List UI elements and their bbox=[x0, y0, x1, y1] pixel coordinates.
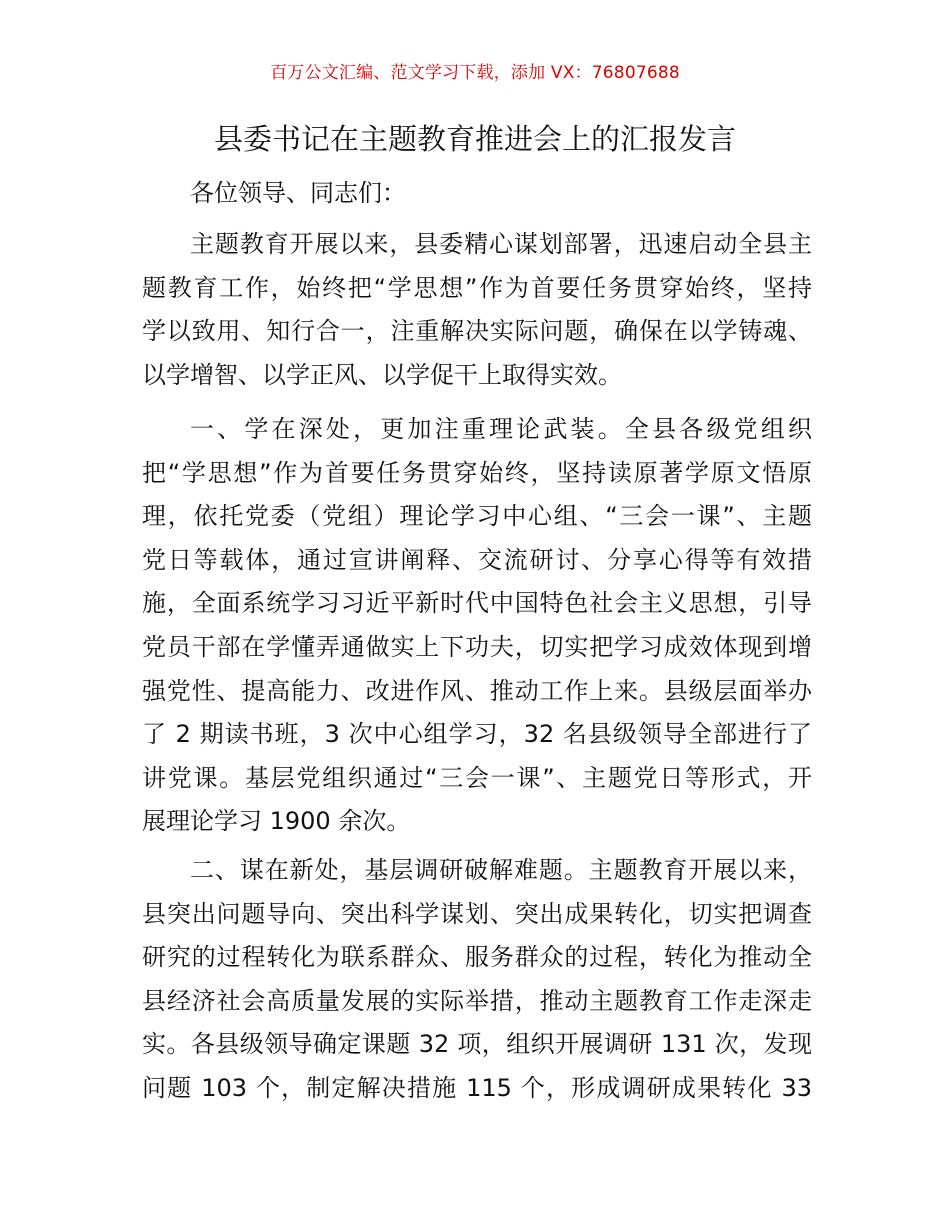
paragraph-line: 二、谋在新处，基层调研破解难题。主题教育开展以来， bbox=[190, 856, 812, 884]
paragraph-line: 党员干部在学懂弄通做实上下功夫，切实把学习成效体现到增 bbox=[142, 632, 812, 661]
paragraph-line: 实。各县级领导确定课题 32 项，组织开展调研 131 次，发现 bbox=[142, 1030, 812, 1059]
paragraph-line: 讲党课。基层党组织通过“三会一课”、主题党日等形式，开 bbox=[142, 763, 812, 792]
paragraph-line: 理，依托党委（党组）理论学习中心组、“三会一课”、主题 bbox=[142, 502, 812, 531]
paragraph-line: 学以致用、知行合一，注重解决实际问题，确保在以学铸魂、 bbox=[142, 317, 812, 346]
document-title: 县委书记在主题教育推进会上的汇报发言 bbox=[213, 122, 736, 156]
paragraph-section-one bbox=[142, 408, 812, 844]
paragraph-line: 县突出问题导向、突出科学谋划、突出成果转化，切实把调查 bbox=[142, 899, 812, 928]
paragraph-intro bbox=[142, 223, 812, 397]
paragraph-line: 施，全面系统学习习近平新时代中国特色社会主义思想，引导 bbox=[142, 589, 812, 618]
paragraph-line: 了 2 期读书班，3 次中心组学习，32 名县级领导全部进行了 bbox=[142, 720, 812, 749]
paragraph-line: 题教育工作，始终把“学思想”作为首要任务贯穿始终，坚持 bbox=[142, 273, 812, 302]
paragraph-line: 主题教育开展以来，县委精心谋划部署，迅速启动全县主 bbox=[190, 230, 812, 258]
paragraph-line: 问题 103 个，制定解决措施 115 个，形成调研成果转化 33 bbox=[142, 1073, 812, 1102]
paragraph-section-two bbox=[142, 849, 812, 1111]
paragraph-line: 把“学思想”作为首要任务贯穿始终，坚持读原著学原文悟原 bbox=[142, 458, 812, 487]
paragraph-line: 强党性、提高能力、改进作风、推动工作上来。县级层面举办 bbox=[142, 676, 812, 705]
paragraph-line: 以学增智、以学正风、以学促干上取得实效。 bbox=[142, 360, 622, 389]
paragraph-line: 党日等载体，通过宣讲阐释、交流研讨、分享心得等有效措 bbox=[142, 545, 812, 574]
watermark-header: 百万公文汇编、范文学习下载，添加 VX：76807688 bbox=[270, 63, 680, 83]
paragraph-line: 县经济社会高质量发展的实际举措，推动主题教育工作走深走 bbox=[142, 986, 812, 1015]
paragraph-line: 研究的过程转化为联系群众、服务群众的过程，转化为推动全 bbox=[142, 943, 812, 972]
paragraph-line: 展理论学习 1900 余次。 bbox=[142, 807, 411, 836]
salutation: 各位领导、同志们： bbox=[190, 179, 406, 207]
paragraph-line: 一、学在深处，更加注重理论武装。全县各级党组织 bbox=[190, 415, 812, 443]
